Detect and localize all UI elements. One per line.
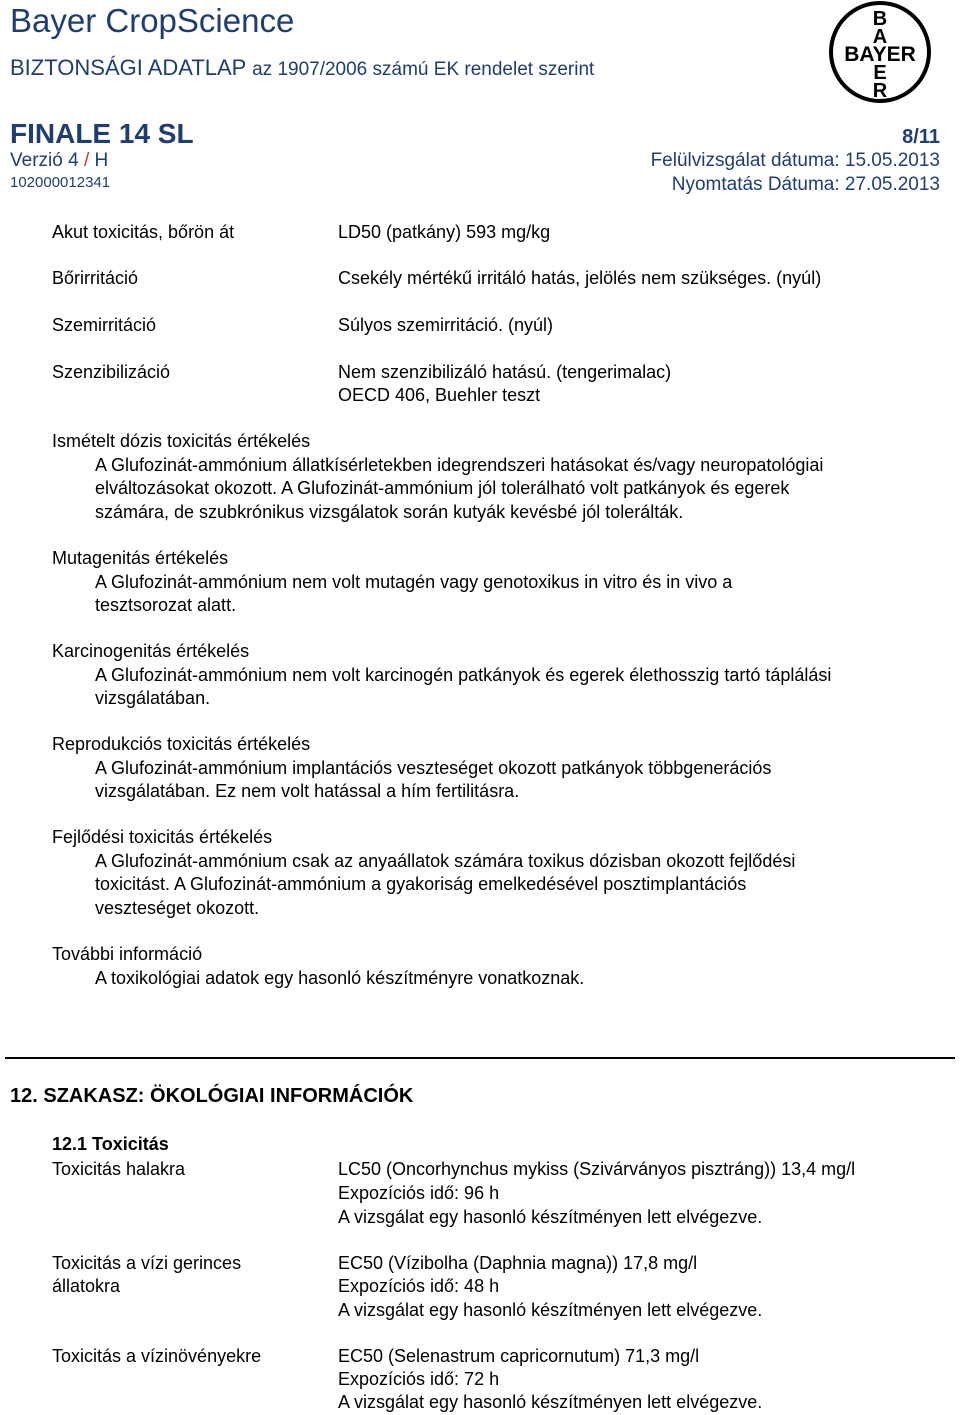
tox-value-skin-irritation: Csekély mértékű irritáló hatás, jelölés nem szükséges. (nyúl) [338,268,822,288]
eco-value-line: A vizsgálat egy hasonló készítményen lett elvégezve. [338,1207,763,1227]
version-letter: H [94,150,109,171]
document-title [10,55,594,81]
document-code: 102000012341 [10,174,111,191]
assessment-carcinogenicity [52,640,831,711]
assessment-line: toxicitást. A Glufozinát-ammónium a gyakoriság emelkedésével posztimplantációs [95,874,747,894]
eco-value-line: LC50 (Oncorhynchus mykiss (Szivárványos pisztráng)) 13,4 mg/l [338,1159,856,1179]
assessment-heading: Mutagenitás értékelés [52,548,229,568]
tox-value-eye-irritation: Súlyos szemirritáció. (nyúl) [338,315,554,335]
tox-label-dermal: Akut toxicitás, bőrön át [52,222,235,242]
eco-value-line: Expozíciós idő: 96 h [338,1183,500,1203]
assessment-further-info [52,943,584,990]
version-label: Verzió 4 [10,150,79,171]
eco-label-invertebrates-cont: állatokra [52,1276,121,1296]
version-info [10,150,108,172]
tox-value-sensitization-method: OECD 406, Buehler teszt [338,385,541,405]
assessment-line: A Glufozinát-ammónium nem volt mutagén vagy genotoxikus in vitro és in vivo a [95,571,733,592]
eco-value-line: A vizsgálat egy hasonló készítményen lett elvégezve. [338,1392,763,1412]
eco-label-aquatic-plants: Toxicitás a vízinövényekre [52,1346,262,1366]
review-date: Felülvizsgálat dátuma: 15.05.2013 [650,150,940,171]
eco-value-line: A vizsgálat egy hasonló készítményen lett elvégezve. [338,1300,763,1320]
tox-value-dermal: LD50 (patkány) 593 mg/kg [338,222,551,242]
logo-letter-a: A [872,26,888,48]
assessment-heading: Ismételt dózis toxicitás értékelés [52,431,311,451]
eco-label-fish: Toxicitás halakra [52,1159,186,1179]
assessment-line: A Glufozinát-ammónium implantációs veszteséget okozott patkányok többgenerációs [95,757,772,778]
section-12-title: 12. SZAKASZ: ÖKOLÓGIAI INFORMÁCIÓK [10,1085,414,1107]
logo-letter-b: B [872,8,888,30]
company-name: Bayer CropScience [10,2,295,39]
assessment-line: vizsgálatában. Ez nem volt hatással a hím fertilitásra. [95,781,520,801]
regulation-text: az 1907/2006 számú EK rendelet szerint [252,59,595,80]
eco-value-line: EC50 (Vízibolha (Daphnia magna)) 17,8 mg/l [338,1253,698,1273]
assessment-heading: További információ [52,944,203,964]
bayer-cross-logo [828,0,932,104]
eco-value-line: Expozíciós idő: 72 h [338,1369,500,1389]
assessment-mutagenicity [52,547,732,618]
assessment-heading: Karcinogenitás értékelés [52,641,250,661]
print-date: Nyomtatás Dátuma: 27.05.2013 [671,174,940,195]
page-number: 8/11 [902,126,940,148]
assessment-line: elváltozásokat okozott. A Glufozinát-ammónium jól tolerálható volt patkányok és egerek [95,478,790,498]
eco-value-line: EC50 (Selenastrum capricornutum) 71,3 mg/l [338,1346,700,1366]
assessment-heading: Reprodukciós toxicitás értékelés [52,734,311,754]
logo-letter-r: R [872,80,888,102]
version-separator: / [83,150,90,171]
assessment-heading: Fejlődési toxicitás értékelés [52,827,273,847]
assessment-reproductive [52,733,771,804]
logo-letter-e: E [873,62,887,84]
assessment-line: számára, de szubkrónikus vizsgálatok során kutyák kevésbé jól tolerálták. [95,501,684,522]
assessment-line: A Glufozinát-ammónium csak az anyaállatok számára toxikus dózisban okozott fejlődési [95,850,796,871]
assessment-developmental [52,826,795,920]
product-name: FINALE 14 SL [10,118,194,149]
subsection-12-1-title: 12.1 Toxicitás [52,1134,169,1154]
assessment-repeated-dose [52,430,823,524]
tox-label-skin-irritation: Bőrirritáció [52,268,139,288]
assessment-line: vizsgálatában. [95,688,211,708]
tox-value-sensitization: Nem szenzibilizáló hatású. (tengerimalac) [338,362,672,382]
assessment-line: A toxikológiai adatok egy hasonló készítményre vonatkoznak. [95,967,585,988]
assessment-line: tesztsorozat alatt. [95,595,237,615]
tox-label-eye-irritation: Szemirritáció [52,315,157,335]
section-divider [5,1057,955,1059]
doc-type: BIZTONSÁGI ADATLAP [10,55,246,80]
eco-label-invertebrates: Toxicitás a vízi gerinces [52,1253,242,1273]
assessment-line: A Glufozinát-ammónium nem volt karcinogén patkányok és egerek élethosszig tartó táplálási [95,664,832,685]
eco-value-line: Expozíciós idő: 48 h [338,1276,500,1296]
assessment-line: veszteséget okozott. [95,897,260,918]
logo-word-bayer: BAYER [844,43,916,66]
tox-label-sensitization: Szenzibilizáció [52,362,171,382]
assessment-line: A Glufozinát-ammónium állatkísérletekben idegrendszeri hatásokat és/vagy neuropatológiai [95,454,824,475]
